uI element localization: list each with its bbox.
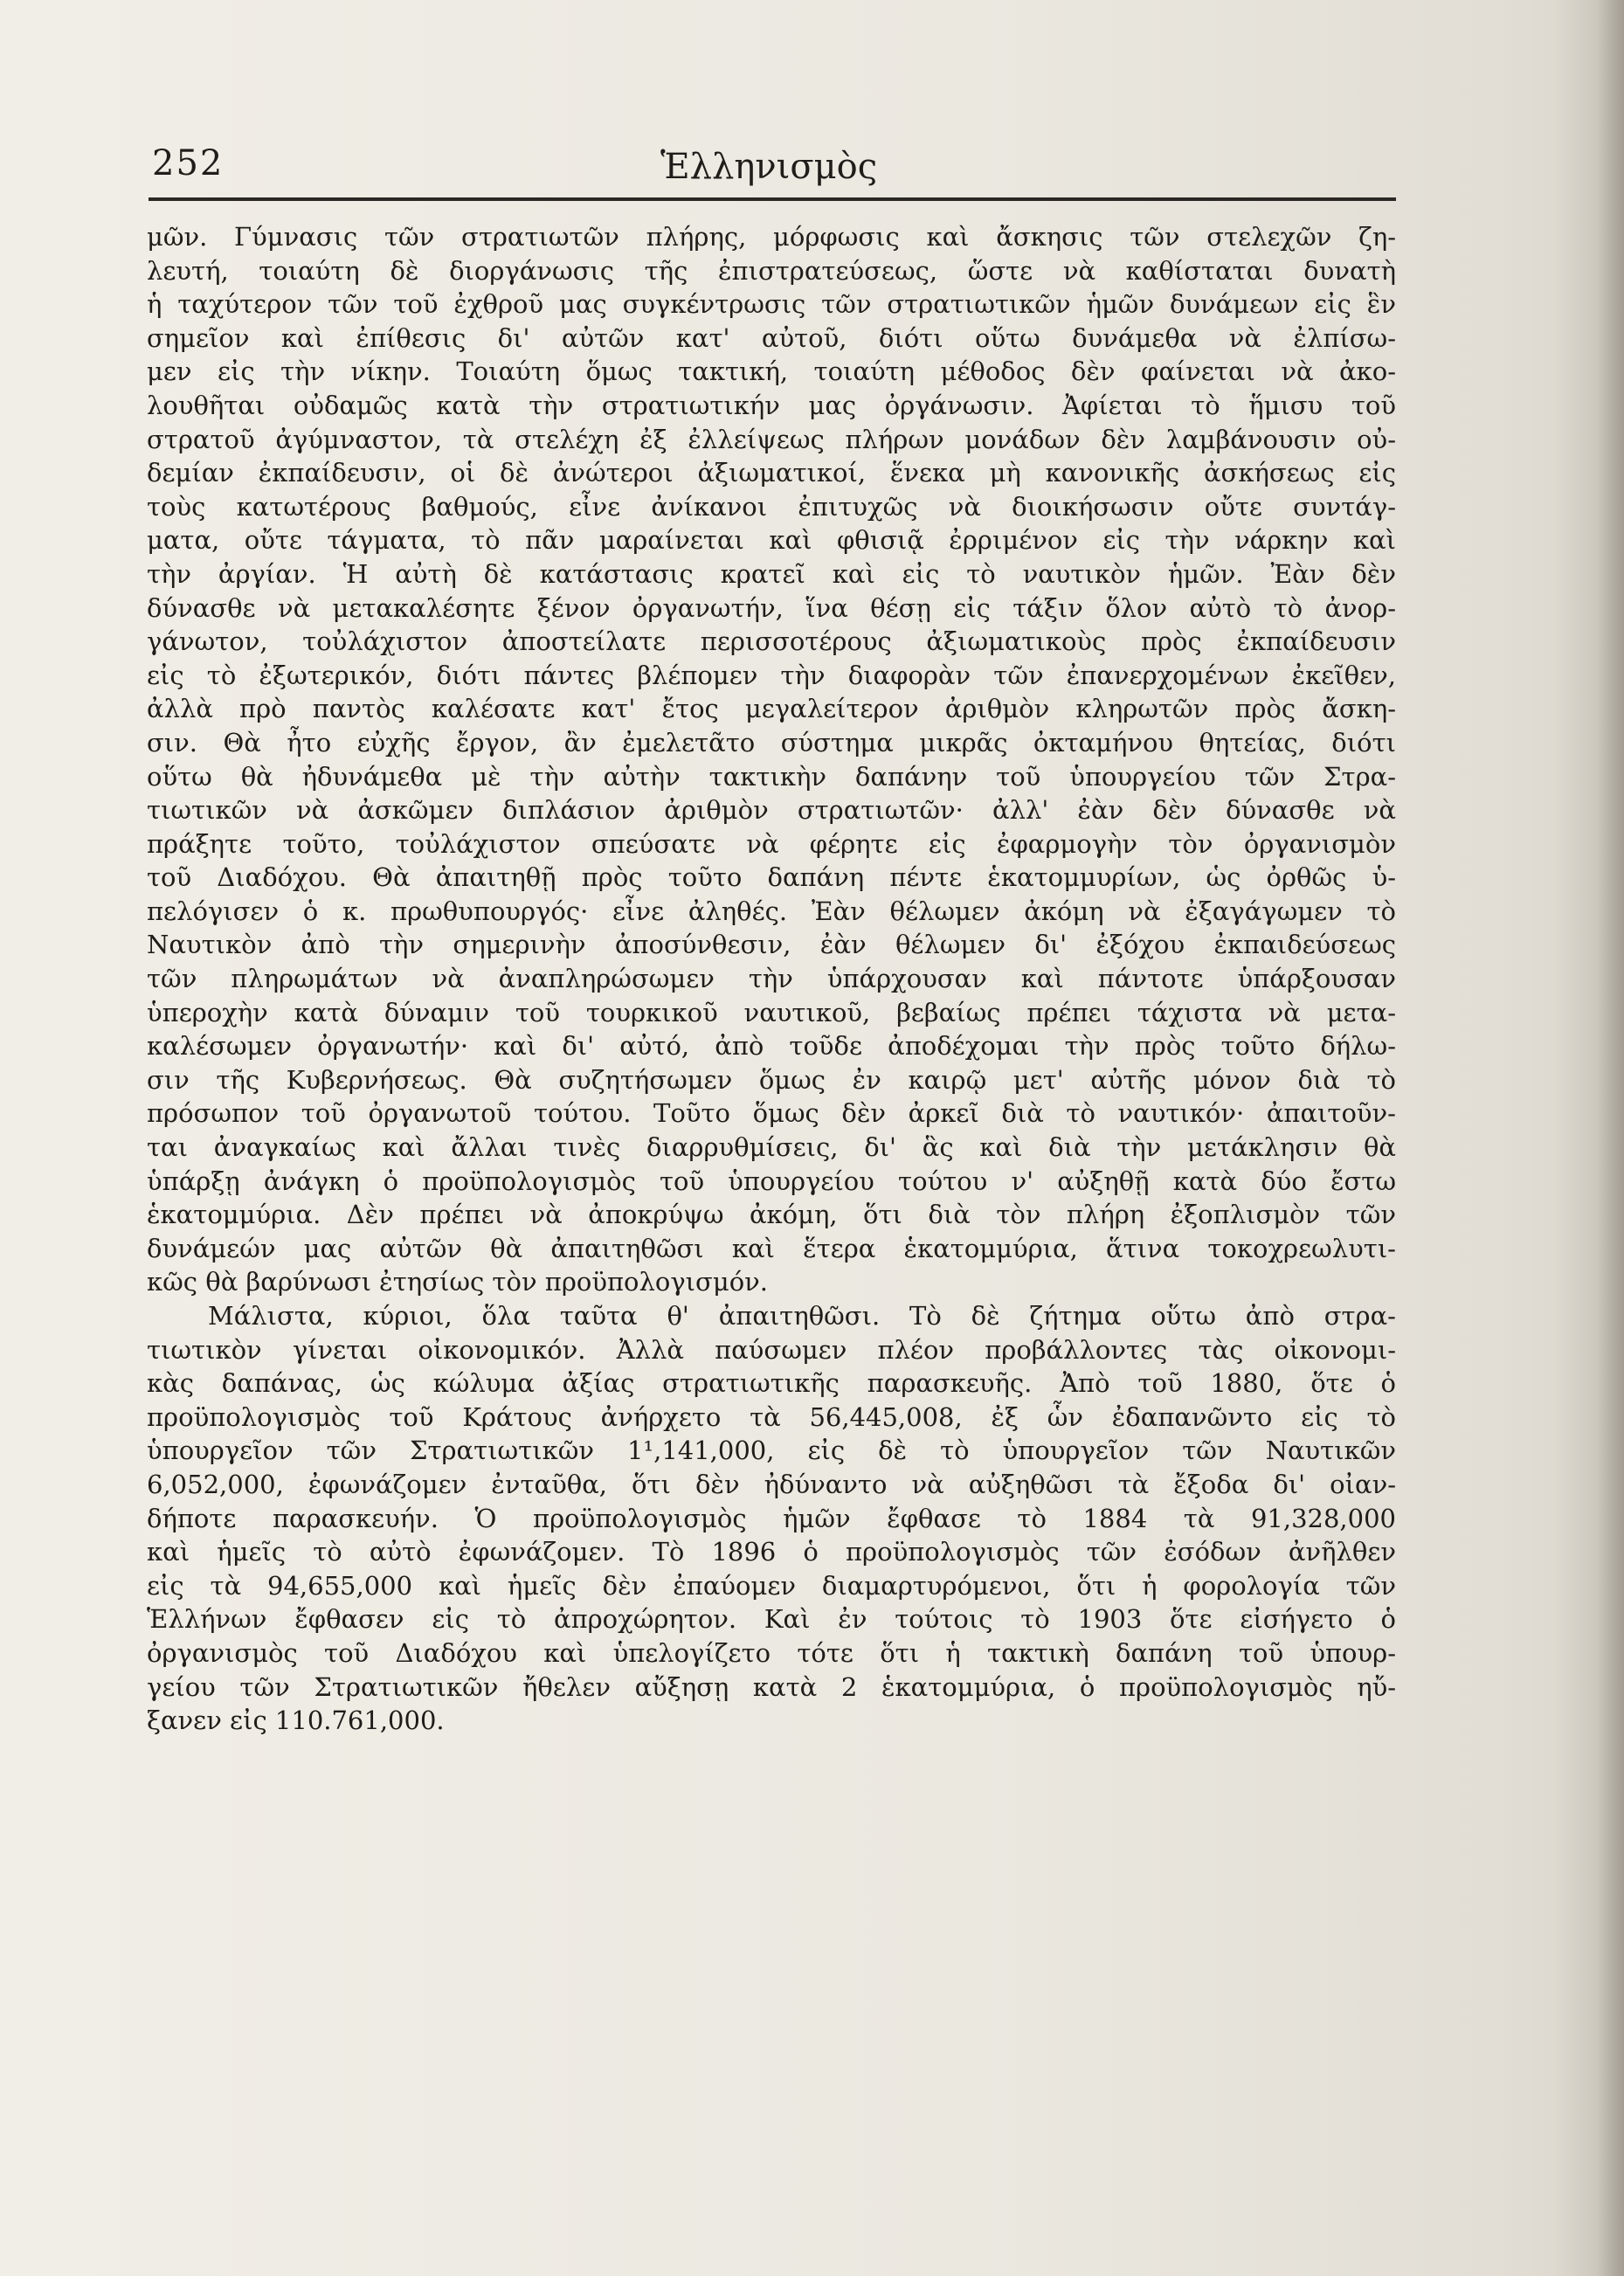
text-line: ὑπεροχὴν κατὰ δύναμιν τοῦ τουρκικοῦ ναυτικοῦ, βεβαίως πρέπει τάχιστα νὰ μετα- [147, 997, 1396, 1027]
text-line: τιωτικῶν νὰ ἀσκῶμεν διπλάσιον ἀριθμὸν στρατιωτῶν· ἀλλ' ἐὰν δὲν δύνασθε νὰ [147, 795, 1396, 826]
text-line: τιωτικὸν γίνεται οἰκονομικόν. Ἀλλὰ παύσωμεν πλέον προβάλλοντες τὰς οἰκονομι- [147, 1334, 1396, 1365]
text-line: Ἑλλήνων ἔφθασεν εἰς τὸ ἀπροχώρητον. Καὶ ἐν τούτοις τὸ 1903 ὅτε εἰσήγετο ὁ [147, 1604, 1396, 1635]
text-line: γείου τῶν Στρατιωτικῶν ἤθελεν αὔξησῃ κατὰ 2 ἑκατομμύρια, ὁ προϋπολογισμὸς ηὔ- [147, 1671, 1396, 1702]
running-title: Ἑλληνισμὸς [660, 147, 878, 187]
header-rule [149, 197, 1396, 201]
text-line: πράξητε τοῦτο, τοὐλάχιστον σπεύσατε νὰ φέρητε εἰς ἐφαρμογὴν τὸν ὀργανισμὸν [147, 828, 1396, 859]
text-line: τοὺς κατωτέρους βαθμούς, εἶνε ἀνίκανοι ἐπιτυχῶς νὰ διοικήσωσιν οὔτε συντάγ- [147, 491, 1396, 522]
text-line: γάνωτον, τοὐλάχιστον ἀποστείλατε περισσοτέρους ἀξιωματικοὺς πρὸς ἐκπαίδευσιν [147, 626, 1396, 657]
text-line: κὰς δαπάνας, ὡς κώλυμα ἀξίας στρατιωτικῆς παρασκευῆς. Ἀπὸ τοῦ 1880, ὅτε ὁ [147, 1368, 1396, 1399]
text-line: ματα, οὔτε τάγματα, τὸ πᾶν μαραίνεται καὶ φθισιᾷ ἐρριμένον εἰς τὴν νάρκην καὶ [147, 525, 1396, 556]
text-line: τὴν ἀργίαν. Ἡ αὐτὴ δὲ κατάστασις κρατεῖ καὶ εἰς τὸ ναυτικὸν ἡμῶν. Ἐὰν δὲν [147, 558, 1396, 589]
text-line: Ναυτικὸν ἀπὸ τὴν σημερινὴν ἀποσύνθεσιν, ἐὰν θέλωμεν δι' ἐξόχου ἐκπαιδεύσεως [147, 930, 1396, 960]
text-line: ἑκατομμύρια. Δὲν πρέπει νὰ ἀποκρύψω ἀκόμη, ὅτι διὰ τὸν πλήρη ἐξοπλισμὸν τῶν [147, 1200, 1396, 1230]
text-line: ὑπάρξῃ ἀνάγκη ὁ προϋπολογισμὸς τοῦ ὑπουργείου τούτου ν' αὐξηθῇ κατὰ δύο ἔστω [147, 1166, 1396, 1196]
text-line: σημεῖον καὶ ἐπίθεσις δι' αὐτῶν κατ' αὐτοῦ, διότι οὕτω δυνάμεθα νὰ ἐλπίσω- [147, 322, 1396, 353]
text-line: εἰς τὰ 94,655,000 καὶ ἡμεῖς δὲν ἐπαύομεν διαμαρτυρόμενοι, ὅτι ἡ φορολογία τῶν [147, 1570, 1396, 1601]
text-line: τοῦ Διαδόχου. Θὰ ἀπαιτηθῇ πρὸς τοῦτο δαπάνη πέντε ἑκατομμυρίων, ὡς ὀρθῶς ὑ- [147, 862, 1396, 893]
text-line: εἰς τὸ ἐξωτερικόν, διότι πάντες βλέπομεν τὴν διαφορὰν τῶν ἐπανερχομένων ἐκεῖθεν, [147, 660, 1396, 690]
text-line: 6,052,000, ἐφωνάζομεν ἐνταῦθα, ὅτι δὲν ἠδύναντο νὰ αὐξηθῶσι τὰ ἔξοδα δι' οἰαν- [147, 1469, 1396, 1499]
text-line: ὑπουργεῖον τῶν Στρατιωτικῶν 1¹,141,000, εἰς δὲ τὸ ὑπουργεῖον τῶν Ναυτικῶν [147, 1435, 1396, 1466]
text-line: κῶς θὰ βαρύνωσι ἐτησίως τὸν προϋπολογισμόν. [147, 1267, 768, 1297]
text-line: προϋπολογισμὸς τοῦ Κράτους ἀνήρχετο τὰ 56,445,008, ἐξ ὧν ἐδαπανῶντο εἰς τὸ [147, 1401, 1396, 1432]
text-line: πελόγισεν ὁ κ. πρωθυπουργός· εἶνε ἀληθές. Ἐὰν θέλωμεν ἀκόμη νὰ ἐξαγάγωμεν τὸ [147, 896, 1396, 926]
text-line: οὕτω θὰ ἠδυνάμεθα μὲ τὴν αὐτὴν τακτικὴν δαπάνην τοῦ ὑπουργείου τῶν Στρα- [147, 761, 1396, 792]
text-line: στρατοῦ ἀγύμναστον, τὰ στελέχη ἐξ ἐλλείψεως πλήρων μονάδων δὲν λαμβάνουσιν οὐ- [147, 424, 1396, 454]
text-line: καὶ ἡμεῖς τὸ αὐτὸ ἐφωνάζομεν. Τὸ 1896 ὁ προϋπολογισμὸς τῶν ἐσόδων ἀνῆλθεν [147, 1537, 1396, 1567]
text-line: λουθῆται οὐδαμῶς κατὰ τὴν στρατιωτικήν μας ὀργάνωσιν. Ἀφίεται τὸ ἥμισυ τοῦ [147, 390, 1396, 420]
text-line: μεν εἰς τὴν νίκην. Τοιαύτη ὅμως τακτική, τοιαύτη μέθοδος δὲν φαίνεται νὰ ἀκο- [147, 356, 1396, 387]
text-line: ται ἀναγκαίως καὶ ἄλλαι τινὲς διαρρυθμίσεις, δι' ἃς καὶ διὰ τὴν μετάκλησιν θὰ [147, 1132, 1396, 1163]
text-line: μῶν. Γύμνασις τῶν στρατιωτῶν πλήρης, μόρφωσις καὶ ἄσκησις τῶν στελεχῶν ζη- [147, 222, 1396, 252]
text-line: ὀργανισμὸς τοῦ Διαδόχου καὶ ὑπελογίζετο τότε ὅτι ἡ τακτικὴ δαπάνη τοῦ ὑπουρ- [147, 1637, 1396, 1668]
text-line: ξανεν εἰς 110.761,000. [147, 1705, 445, 1736]
text-line: ἀλλὰ πρὸ παντὸς καλέσατε κατ' ἔτος μεγαλείτερον ἀριθμὸν κληρωτῶν πρὸς ἄσκη- [147, 694, 1396, 724]
text-line: δήποτε παρασκευήν. Ὁ προϋπολογισμὸς ἡμῶν ἔφθασε τὸ 1884 τὰ 91,328,000 [147, 1503, 1396, 1533]
text-line: σιν. Θὰ ἦτο εὐχῆς ἔργον, ἂν ἐμελετᾶτο σύστημα μικρᾶς ὀκταμήνου θητείας, διότι [147, 727, 1396, 758]
text-line: δεμίαν ἐκπαίδευσιν, οἱ δὲ ἀνώτεροι ἀξιωματικοί, ἕνεκα μὴ κανονικῆς ἀσκήσεως εἰς [147, 458, 1396, 488]
body-text [147, 220, 1396, 1738]
page-edge-shadow [1554, 0, 1624, 2276]
text-line: σιν τῆς Κυβερνήσεως. Θὰ συζητήσωμεν ὅμως ἐν καιρῷ μετ' αὐτῆς μόνον διὰ τὸ [147, 1064, 1396, 1095]
text-line: πρόσωπον τοῦ ὀργανωτοῦ τούτου. Τοῦτο ὅμως δὲν ἀρκεῖ διὰ τὸ ναυτικόν· ἀπαιτοῦν- [147, 1098, 1396, 1129]
text-line: ἡ ταχύτερον τῶν τοῦ ἐχθροῦ μας συγκέντρωσις τῶν στρατιωτικῶν ἡμῶν δυνάμεων εἰς ἓν [147, 289, 1396, 320]
text-line: δύνασθε νὰ μετακαλέσητε ξένον ὀργανωτήν, ἵνα θέσῃ εἰς τάξιν ὅλον αὐτὸ τὸ ἀνορ- [147, 592, 1396, 623]
page-header [147, 131, 1396, 187]
page-number: 252 [152, 143, 225, 183]
text-line: καλέσωμεν ὀργανωτήν· καὶ δι' αὐτό, ἀπὸ τοῦδε ἀποδέχομαι τὴν πρὸς τοῦτο δήλω- [147, 1031, 1396, 1062]
text-line: τῶν πληρωμάτων νὰ ἀναπληρώσωμεν τὴν ὑπάρχουσαν καὶ πάντοτε ὑπάρξουσαν [147, 964, 1396, 994]
text-line: δυνάμεών μας αὐτῶν θὰ ἀπαιτηθῶσι καὶ ἕτερα ἑκατομμύρια, ἅτινα τοκοχρεωλυτι- [147, 1233, 1396, 1263]
text-line: λευτή, τοιαύτη δὲ διοργάνωσις τῆς ἐπιστρατεύσεως, ὥστε νὰ καθίσταται δυνατὴ [147, 255, 1396, 286]
text-line: Μάλιστα, κύριοι, ὅλα ταῦτα θ' ἀπαιτηθῶσι. Τὸ δὲ ζήτημα οὕτω ἀπὸ στρα- [208, 1301, 1396, 1331]
